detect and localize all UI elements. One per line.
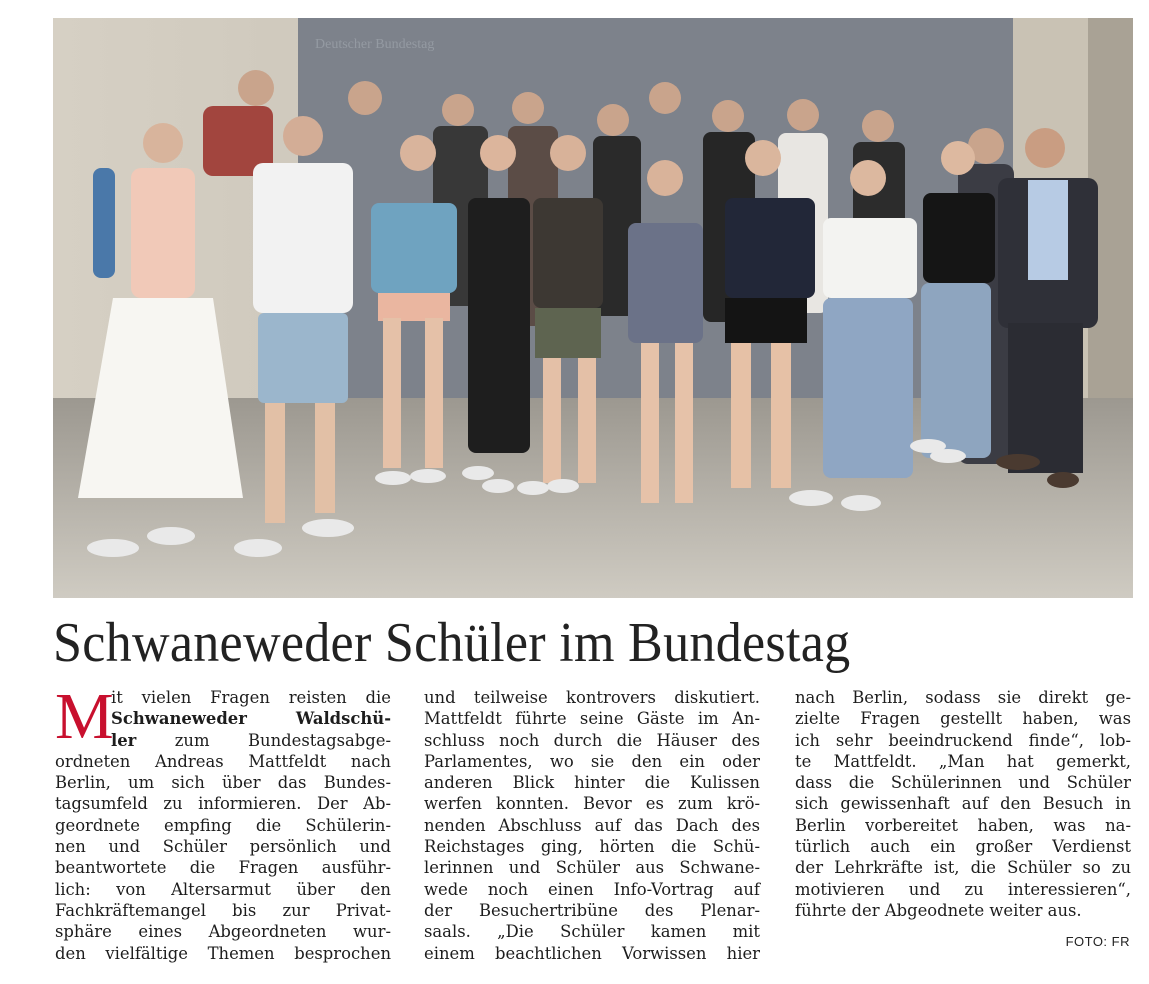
text-line bbox=[55, 857, 391, 878]
line-text: lerinnen und Schüler aus Schwane- bbox=[424, 858, 760, 878]
line-text: sich gewissenhaft auf den Besuch in bbox=[795, 794, 1131, 814]
text-line bbox=[55, 772, 391, 793]
line-text: sphäre eines Abgeordneten wur- bbox=[55, 922, 391, 942]
text-line bbox=[424, 687, 760, 708]
line-text: nenden Abschluss auf das Dach des bbox=[424, 815, 760, 835]
text-line bbox=[424, 879, 760, 900]
line-text: te Mattfeldt. „Man hat gemerkt, bbox=[795, 751, 1131, 771]
line-text: dass die Schülerinnen und Schüler bbox=[795, 773, 1131, 793]
line-text: führte der Abgeodnete weiter aus. bbox=[795, 900, 1082, 920]
line-text: der Lehrkräfte ist, die Schüler so zu bbox=[795, 858, 1131, 878]
article-column-3 bbox=[795, 687, 1131, 921]
text-line bbox=[795, 836, 1131, 857]
text-line bbox=[424, 793, 760, 814]
line-text: Fachkräftemangel bis zur Privat- bbox=[55, 900, 391, 920]
text-line bbox=[55, 943, 391, 964]
line-text: Berlin vorbereitet haben, was na- bbox=[795, 815, 1131, 835]
line-text: den vielfältige Themen besprochen bbox=[55, 943, 391, 963]
text-line bbox=[55, 751, 391, 772]
line-text: schluss noch durch die Häuser des bbox=[424, 730, 760, 750]
text-line bbox=[424, 857, 760, 878]
line-text: ordneten Andreas Mattfeldt nach bbox=[55, 751, 391, 771]
line-text: der Besuchertribüne des Plenar- bbox=[424, 900, 760, 920]
text-line bbox=[795, 708, 1131, 729]
text-line bbox=[795, 772, 1131, 793]
text-line bbox=[795, 815, 1131, 836]
text-line bbox=[795, 751, 1131, 772]
text-line bbox=[795, 879, 1131, 900]
column-2-text bbox=[424, 687, 760, 964]
text-line bbox=[424, 900, 760, 921]
text-line bbox=[424, 772, 760, 793]
headline: Schwaneweder Schüler im Bundestag bbox=[53, 612, 851, 674]
group-photo bbox=[53, 18, 1133, 598]
line-text: Berlin, um sich über das Bundes- bbox=[55, 773, 391, 793]
text-line bbox=[424, 943, 760, 964]
line-text: einem beachtlichen Vorwissen hier bbox=[424, 943, 760, 963]
drop-cap: M bbox=[55, 680, 114, 753]
line-text: Parlamentes, wo sie den ein oder bbox=[424, 751, 760, 771]
text-line bbox=[55, 879, 391, 900]
photo-credit: FOTO: FR bbox=[1065, 934, 1130, 949]
line-text: beantwortete die Fragen ausführ- bbox=[55, 858, 391, 878]
text-line bbox=[795, 857, 1131, 878]
line-text: Reichstages ging, hörten die Schü- bbox=[424, 837, 760, 857]
text-line bbox=[424, 751, 760, 772]
line-text: werfen konnten. Bevor es zum krö- bbox=[424, 794, 760, 814]
text-line bbox=[424, 836, 760, 857]
line-text: nach Berlin, sodass sie direkt ge- bbox=[795, 688, 1131, 707]
line-text: türlich auch ein großer Verdienst bbox=[795, 837, 1131, 857]
text-line bbox=[795, 687, 1131, 708]
text-line bbox=[424, 815, 760, 836]
line-text: nen und Schüler persönlich und bbox=[55, 837, 391, 857]
text-line bbox=[424, 708, 760, 729]
line-text: tagsumfeld zu informieren. Der Ab- bbox=[55, 794, 391, 814]
text-line bbox=[55, 793, 391, 814]
text-line bbox=[795, 900, 1131, 921]
line-text: wede noch einen Info-Vortrag auf bbox=[424, 879, 760, 899]
bold-text: ler bbox=[111, 730, 137, 750]
text-line bbox=[424, 730, 760, 751]
article-column-1 bbox=[55, 680, 391, 964]
text-line bbox=[795, 793, 1131, 814]
wall-lettering: Deutscher Bundestag bbox=[315, 37, 435, 52]
line-text: geordnete empfing die Schülerin- bbox=[55, 815, 391, 835]
group-photo-illustration bbox=[53, 18, 1133, 598]
text-line bbox=[424, 921, 760, 942]
line-text: Mattfeldt führte seine Gäste im An- bbox=[424, 709, 760, 729]
text-line bbox=[55, 900, 391, 921]
line-text: anderen Blick hinter die Kulissen bbox=[424, 773, 760, 793]
article-column-2 bbox=[424, 687, 760, 964]
line-text: und teilweise kontrovers diskutiert. bbox=[424, 688, 760, 707]
column-3-text bbox=[795, 687, 1131, 921]
bold-text: Schwaneweder Waldschü- bbox=[111, 709, 391, 729]
line-text: zielte Fragen gestellt haben, was bbox=[795, 709, 1131, 729]
line-text: motivieren und zu interessieren“, bbox=[795, 879, 1131, 899]
line-text: saals. „Die Schüler kamen mit bbox=[424, 922, 760, 942]
line-text: zum Bundestagsabge- bbox=[136, 730, 391, 750]
text-line bbox=[55, 836, 391, 857]
text-line bbox=[795, 730, 1131, 751]
line-text: it vielen Fragen reisten die bbox=[111, 688, 391, 707]
text-line bbox=[55, 921, 391, 942]
text-line bbox=[55, 815, 391, 836]
line-text: lich: von Altersarmut über den bbox=[55, 879, 391, 899]
line-text: ich sehr beeindruckend finde“, lob- bbox=[795, 730, 1131, 750]
